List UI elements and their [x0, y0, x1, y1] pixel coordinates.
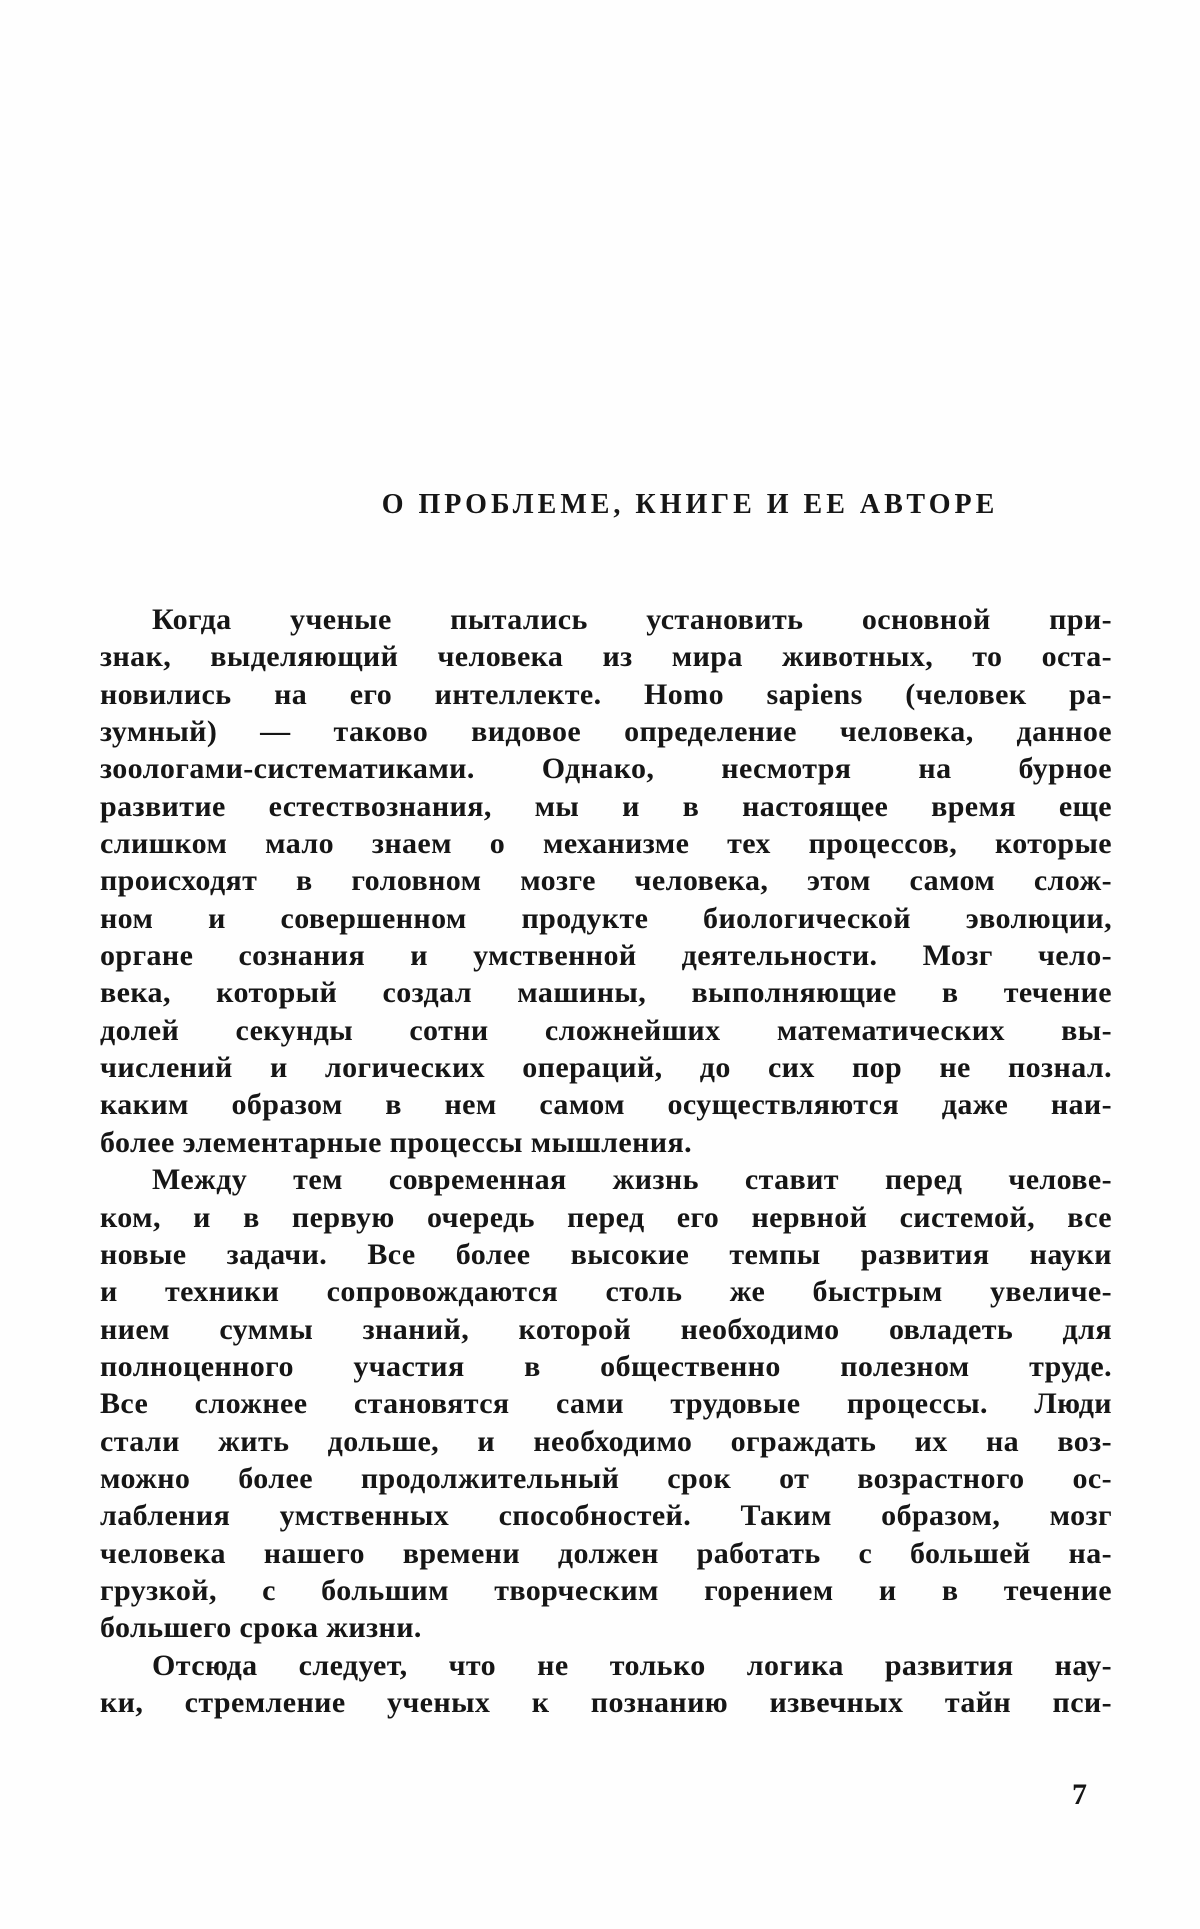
text-line: долей секунды сотни сложнейших математических вы-	[100, 1013, 1112, 1047]
text-line: полноценного участия в общественно полезном труде.	[100, 1349, 1112, 1383]
text-line: нием суммы знаний, которой необходимо овладеть для	[100, 1312, 1112, 1346]
text-line: слишком мало знаем о механизме тех процессов, которые	[100, 827, 1112, 861]
text-line: происходят в головном мозге человека, этом самом слож-	[100, 864, 1112, 898]
text-line: можно более продолжительный срок от возрастного ос-	[100, 1461, 1112, 1495]
section-title: О ПРОБЛЕМЕ, КНИГЕ И ЕЕ АВТОРЕ	[381, 489, 999, 520]
text-line: более элементарные процессы мышления.	[100, 1125, 693, 1159]
text-line: зоологами-систематиками. Однако, несмотря на бурное	[100, 752, 1112, 786]
text-line: каким образом в нем самом осуществляются даже наи-	[100, 1088, 1112, 1122]
text-line: новились на его интеллекте. Homo sapiens (человек ра-	[100, 677, 1112, 711]
text-line: ки, стремление ученых к познанию извечных тайн пси-	[100, 1685, 1112, 1719]
text-line: стали жить дольше, и необходимо ограждать их на воз-	[100, 1424, 1112, 1458]
body-text-block	[100, 601, 1112, 1721]
text-line: ном и совершенном продукте биологической эволюции,	[100, 901, 1112, 935]
text-line: Когда ученые пытались установить основной при-	[152, 603, 1112, 636]
text-line: знак, выделяющий человека из мира животных, то оста-	[100, 640, 1112, 674]
text-line: развитие естествознания, мы и в настоящее время еще	[100, 789, 1112, 823]
text-line: и техники сопровождаются столь же быстрым увеличе-	[100, 1275, 1112, 1309]
text-line: зумный) — таково видовое определение человека, данное	[100, 715, 1112, 749]
text-line: органе сознания и умственной деятельности. Мозг чело-	[100, 939, 1112, 973]
text-line: Между тем современная жизнь ставит перед челове-	[152, 1163, 1112, 1197]
text-line: Все сложнее становятся сами трудовые процессы. Люди	[100, 1387, 1112, 1421]
text-line: большего срока жизни.	[100, 1611, 422, 1645]
text-line: Отсюда следует, что не только логика развития нау-	[152, 1648, 1112, 1682]
text-line: человека нашего времени должен работать с большей на-	[100, 1536, 1112, 1570]
page-number: 7	[1072, 1778, 1087, 1811]
text-line: лабления умственных способностей. Таким образом, мозг	[100, 1499, 1112, 1533]
text-line: ком, и в первую очередь перед его нервной системой, все	[100, 1200, 1112, 1234]
text-line: числений и логических операций, до сих пор не познал.	[100, 1051, 1112, 1085]
text-line: новые задачи. Все более высокие темпы развития науки	[100, 1237, 1112, 1271]
text-line: грузкой, с большим творческим горением и в течение	[100, 1573, 1112, 1607]
text-line: века, который создал машины, выполняющие в течение	[100, 976, 1112, 1010]
